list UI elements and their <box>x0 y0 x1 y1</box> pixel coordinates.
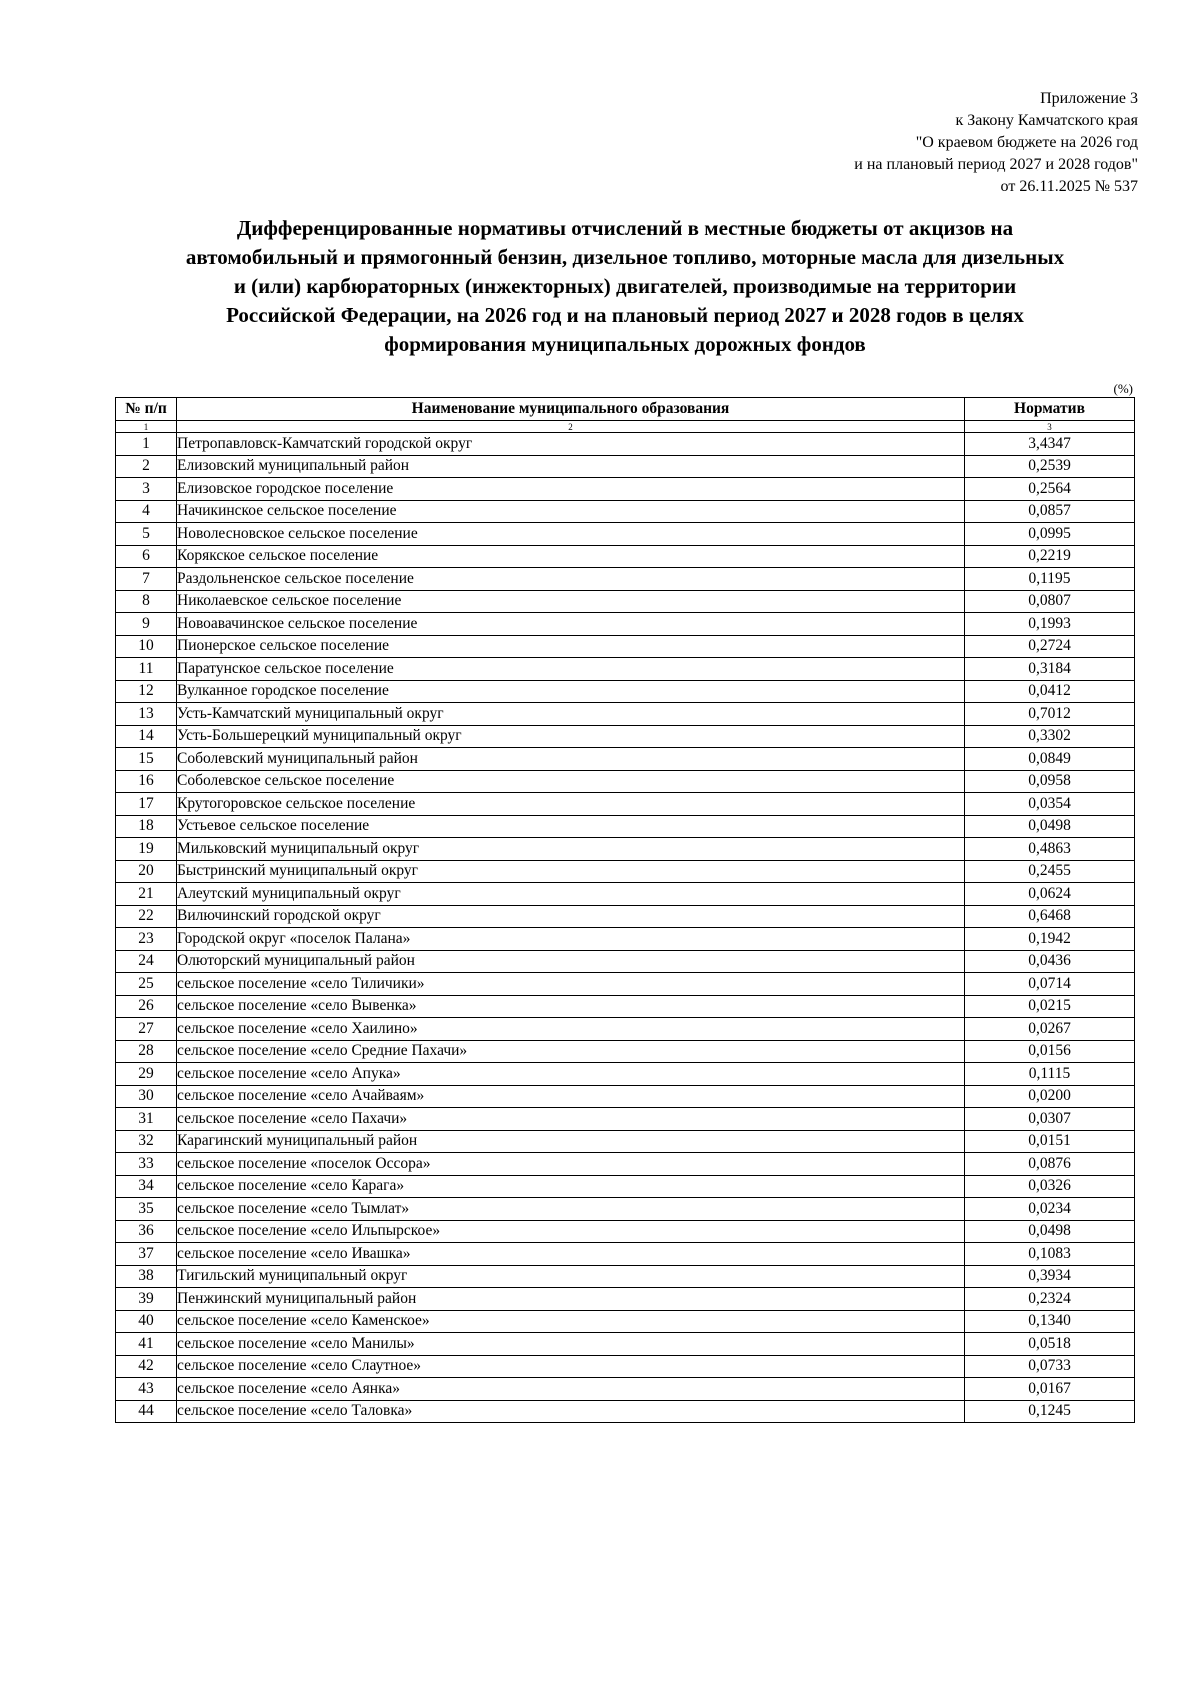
row-number: 21 <box>116 883 177 906</box>
row-number: 20 <box>116 860 177 883</box>
row-number: 1 <box>116 433 177 456</box>
appendix-line: "О краевом бюджете на 2026 год <box>915 134 1138 151</box>
row-number: 7 <box>116 568 177 591</box>
table-row <box>116 658 1135 681</box>
row-number: 43 <box>116 1378 177 1401</box>
norm-value: 0,0518 <box>965 1333 1135 1356</box>
row-number: 4 <box>116 500 177 523</box>
municipality-name: Мильковский муниципальный округ <box>177 838 965 861</box>
municipality-name: Алеутский муниципальный округ <box>177 883 965 906</box>
column-index: 3 <box>965 421 1135 433</box>
row-number: 5 <box>116 523 177 546</box>
row-number: 32 <box>116 1130 177 1153</box>
row-number: 26 <box>116 995 177 1018</box>
table-row <box>116 1198 1135 1221</box>
table-row <box>116 973 1135 996</box>
norm-value: 0,1245 <box>965 1400 1135 1423</box>
row-number: 39 <box>116 1288 177 1311</box>
row-number: 27 <box>116 1018 177 1041</box>
norm-value: 0,0156 <box>965 1040 1135 1063</box>
column-header-number: № п/п <box>116 398 177 421</box>
municipality-name: Устьевое сельское поселение <box>177 815 965 838</box>
municipality-name: Крутогоровское сельское поселение <box>177 793 965 816</box>
table-row <box>116 1265 1135 1288</box>
norm-value: 0,1195 <box>965 568 1135 591</box>
norm-value: 0,0733 <box>965 1355 1135 1378</box>
table-row <box>116 860 1135 883</box>
municipality-name: Тигильский муниципальный округ <box>177 1265 965 1288</box>
municipality-name: сельское поселение «село Ильпырское» <box>177 1220 965 1243</box>
row-number: 9 <box>116 613 177 636</box>
table-row <box>116 680 1135 703</box>
row-number: 24 <box>116 950 177 973</box>
column-index: 2 <box>177 421 965 433</box>
norm-value: 0,0215 <box>965 995 1135 1018</box>
municipality-name: Новолесновское сельское поселение <box>177 523 965 546</box>
norm-value: 0,2724 <box>965 635 1135 658</box>
title-line: автомобильный и прямогонный бензин, дизельное топливо, моторные масла для дизельных <box>185 245 1065 269</box>
table-row <box>116 883 1135 906</box>
municipality-name: Раздольненское сельское поселение <box>177 568 965 591</box>
norm-value: 0,1115 <box>965 1063 1135 1086</box>
norm-value: 0,0267 <box>965 1018 1135 1041</box>
table-row <box>116 995 1135 1018</box>
table-row <box>116 815 1135 838</box>
norm-value: 0,3934 <box>965 1265 1135 1288</box>
table-row <box>116 1355 1135 1378</box>
row-number: 25 <box>116 973 177 996</box>
row-number: 36 <box>116 1220 177 1243</box>
municipality-name: Олюторский муниципальный район <box>177 950 965 973</box>
norm-value: 0,0307 <box>965 1108 1135 1131</box>
municipality-name: Усть-Большерецкий муниципальный округ <box>177 725 965 748</box>
table-row <box>116 905 1135 928</box>
norm-value: 0,0234 <box>965 1198 1135 1221</box>
row-number: 30 <box>116 1085 177 1108</box>
row-number: 34 <box>116 1175 177 1198</box>
municipality-name: Пенжинский муниципальный район <box>177 1288 965 1311</box>
norm-value: 0,0714 <box>965 973 1135 996</box>
appendix-header <box>854 88 1138 198</box>
row-number: 28 <box>116 1040 177 1063</box>
row-number: 3 <box>116 478 177 501</box>
municipality-name: сельское поселение «село Аянка» <box>177 1378 965 1401</box>
municipality-name: сельское поселение «село Вывенка» <box>177 995 965 1018</box>
municipality-name: Пионерское сельское поселение <box>177 635 965 658</box>
municipality-name: Елизовский муниципальный район <box>177 455 965 478</box>
municipality-name: Городской округ «поселок Палана» <box>177 928 965 951</box>
norm-value: 0,0354 <box>965 793 1135 816</box>
table-row <box>116 950 1135 973</box>
norm-value: 0,0167 <box>965 1378 1135 1401</box>
table-row <box>116 455 1135 478</box>
municipality-name: Паратунское сельское поселение <box>177 658 965 681</box>
row-number: 18 <box>116 815 177 838</box>
municipality-name: сельское поселение «село Карага» <box>177 1175 965 1198</box>
municipality-name: сельское поселение «село Пахачи» <box>177 1108 965 1131</box>
norm-value: 0,0849 <box>965 748 1135 771</box>
row-number: 14 <box>116 725 177 748</box>
table-body <box>116 433 1135 1423</box>
norm-value: 0,2324 <box>965 1288 1135 1311</box>
municipality-name: сельское поселение «село Манилы» <box>177 1333 965 1356</box>
municipality-name: Соболевское сельское поселение <box>177 770 965 793</box>
municipality-name: сельское поселение «село Хаилино» <box>177 1018 965 1041</box>
title-line: формирования муниципальных дорожных фондов <box>384 332 866 356</box>
table-row <box>116 1220 1135 1243</box>
municipality-name: сельское поселение «село Таловка» <box>177 1400 965 1423</box>
norm-value: 0,0498 <box>965 1220 1135 1243</box>
title-line: и (или) карбюраторных (инжекторных) двигателей, производимые на территории <box>233 274 1017 298</box>
title-line: Российской Федерации, на 2026 год и на плановый период 2027 и 2028 годов в целях <box>226 303 1024 327</box>
municipality-name: Вилючинский городской округ <box>177 905 965 928</box>
table-row <box>116 613 1135 636</box>
norm-value: 0,0876 <box>965 1153 1135 1176</box>
document-title <box>100 214 1150 359</box>
row-number: 15 <box>116 748 177 771</box>
table-row <box>116 1130 1135 1153</box>
row-number: 13 <box>116 703 177 726</box>
norm-value: 0,0624 <box>965 883 1135 906</box>
table-row <box>116 793 1135 816</box>
row-number: 6 <box>116 545 177 568</box>
norm-value: 0,0200 <box>965 1085 1135 1108</box>
norm-value: 0,4863 <box>965 838 1135 861</box>
norm-value: 0,1340 <box>965 1310 1135 1333</box>
column-header-name: Наименование муниципального образования <box>177 398 965 421</box>
municipality-name: Усть-Камчатский муниципальный округ <box>177 703 965 726</box>
row-number: 38 <box>116 1265 177 1288</box>
table-row <box>116 1400 1135 1423</box>
norm-value: 0,7012 <box>965 703 1135 726</box>
appendix-line: Приложение 3 <box>1040 90 1138 107</box>
row-number: 29 <box>116 1063 177 1086</box>
municipality-name: сельское поселение «село Апука» <box>177 1063 965 1086</box>
row-number: 35 <box>116 1198 177 1221</box>
row-number: 12 <box>116 680 177 703</box>
row-number: 37 <box>116 1243 177 1266</box>
municipality-name: Новоавачинское сельское поселение <box>177 613 965 636</box>
norm-value: 0,1993 <box>965 613 1135 636</box>
table-row <box>116 590 1135 613</box>
norm-value: 0,0412 <box>965 680 1135 703</box>
row-number: 16 <box>116 770 177 793</box>
units-label: (%) <box>1113 381 1133 396</box>
table-row <box>116 478 1135 501</box>
municipality-name: сельское поселение «село Слаутное» <box>177 1355 965 1378</box>
norm-value: 0,0151 <box>965 1130 1135 1153</box>
table-row <box>116 1378 1135 1401</box>
municipality-name: Вулканное городское поселение <box>177 680 965 703</box>
municipality-name: Елизовское городское поселение <box>177 478 965 501</box>
norm-value: 0,2219 <box>965 545 1135 568</box>
table-row <box>116 635 1135 658</box>
norm-value: 0,0857 <box>965 500 1135 523</box>
norm-value: 0,3184 <box>965 658 1135 681</box>
table-row <box>116 838 1135 861</box>
table-row <box>116 545 1135 568</box>
norm-value: 0,0995 <box>965 523 1135 546</box>
norm-value: 0,2539 <box>965 455 1135 478</box>
table-row <box>116 1310 1135 1333</box>
row-number: 23 <box>116 928 177 951</box>
row-number: 19 <box>116 838 177 861</box>
table-row <box>116 1085 1135 1108</box>
row-number: 2 <box>116 455 177 478</box>
norm-value: 0,0498 <box>965 815 1135 838</box>
municipality-name: сельское поселение «поселок Оссора» <box>177 1153 965 1176</box>
municipality-name: Корякское сельское поселение <box>177 545 965 568</box>
table-row <box>116 1018 1135 1041</box>
municipality-name: сельское поселение «село Каменское» <box>177 1310 965 1333</box>
appendix-line: от 26.11.2025 № 537 <box>1000 178 1138 195</box>
table-row <box>116 433 1135 456</box>
row-number: 11 <box>116 658 177 681</box>
row-number: 33 <box>116 1153 177 1176</box>
row-number: 8 <box>116 590 177 613</box>
table-row <box>116 1175 1135 1198</box>
column-index-row <box>116 421 1135 433</box>
column-index: 1 <box>116 421 177 433</box>
municipality-name: Начикинское сельское поселение <box>177 500 965 523</box>
municipality-name: Николаевское сельское поселение <box>177 590 965 613</box>
norm-value: 3,4347 <box>965 433 1135 456</box>
norm-value: 0,6468 <box>965 905 1135 928</box>
norm-value: 0,0807 <box>965 590 1135 613</box>
norm-value: 0,1942 <box>965 928 1135 951</box>
table-row <box>116 523 1135 546</box>
norm-value: 0,3302 <box>965 725 1135 748</box>
norm-value: 0,1083 <box>965 1243 1135 1266</box>
municipality-name: сельское поселение «село Средние Пахачи» <box>177 1040 965 1063</box>
appendix-line: к Закону Камчатского края <box>955 112 1138 129</box>
municipality-name: Карагинский муниципальный район <box>177 1130 965 1153</box>
table-row <box>116 1040 1135 1063</box>
norms-table <box>115 397 1135 1423</box>
table-row <box>116 770 1135 793</box>
municipality-name: сельское поселение «село Тымлат» <box>177 1198 965 1221</box>
table-row <box>116 1288 1135 1311</box>
municipality-name: сельское поселение «село Тиличики» <box>177 973 965 996</box>
table-row <box>116 1108 1135 1131</box>
row-number: 44 <box>116 1400 177 1423</box>
municipality-name: сельское поселение «село Ивашка» <box>177 1243 965 1266</box>
table-row <box>116 1153 1135 1176</box>
title-line: Дифференцированные нормативы отчислений в местные бюджеты от акцизов на <box>236 216 1014 240</box>
table-row <box>116 725 1135 748</box>
column-header-norm: Норматив <box>965 398 1135 421</box>
table-row <box>116 500 1135 523</box>
row-number: 17 <box>116 793 177 816</box>
table-row <box>116 1243 1135 1266</box>
row-number: 41 <box>116 1333 177 1356</box>
row-number: 10 <box>116 635 177 658</box>
table-row <box>116 703 1135 726</box>
norm-value: 0,0958 <box>965 770 1135 793</box>
table-row <box>116 1333 1135 1356</box>
table-row <box>116 928 1135 951</box>
norm-value: 0,2455 <box>965 860 1135 883</box>
norm-value: 0,2564 <box>965 478 1135 501</box>
table-row <box>116 568 1135 591</box>
table-header-row <box>116 398 1135 421</box>
row-number: 40 <box>116 1310 177 1333</box>
municipality-name: Петропавловск-Камчатский городской округ <box>177 433 965 456</box>
row-number: 31 <box>116 1108 177 1131</box>
appendix-line: и на плановый период 2027 и 2028 годов" <box>854 156 1138 173</box>
table-row <box>116 1063 1135 1086</box>
municipality-name: сельское поселение «село Ачайваям» <box>177 1085 965 1108</box>
norm-value: 0,0436 <box>965 950 1135 973</box>
norm-value: 0,0326 <box>965 1175 1135 1198</box>
row-number: 42 <box>116 1355 177 1378</box>
municipality-name: Соболевский муниципальный район <box>177 748 965 771</box>
municipality-name: Быстринский муниципальный округ <box>177 860 965 883</box>
table-row <box>116 748 1135 771</box>
row-number: 22 <box>116 905 177 928</box>
